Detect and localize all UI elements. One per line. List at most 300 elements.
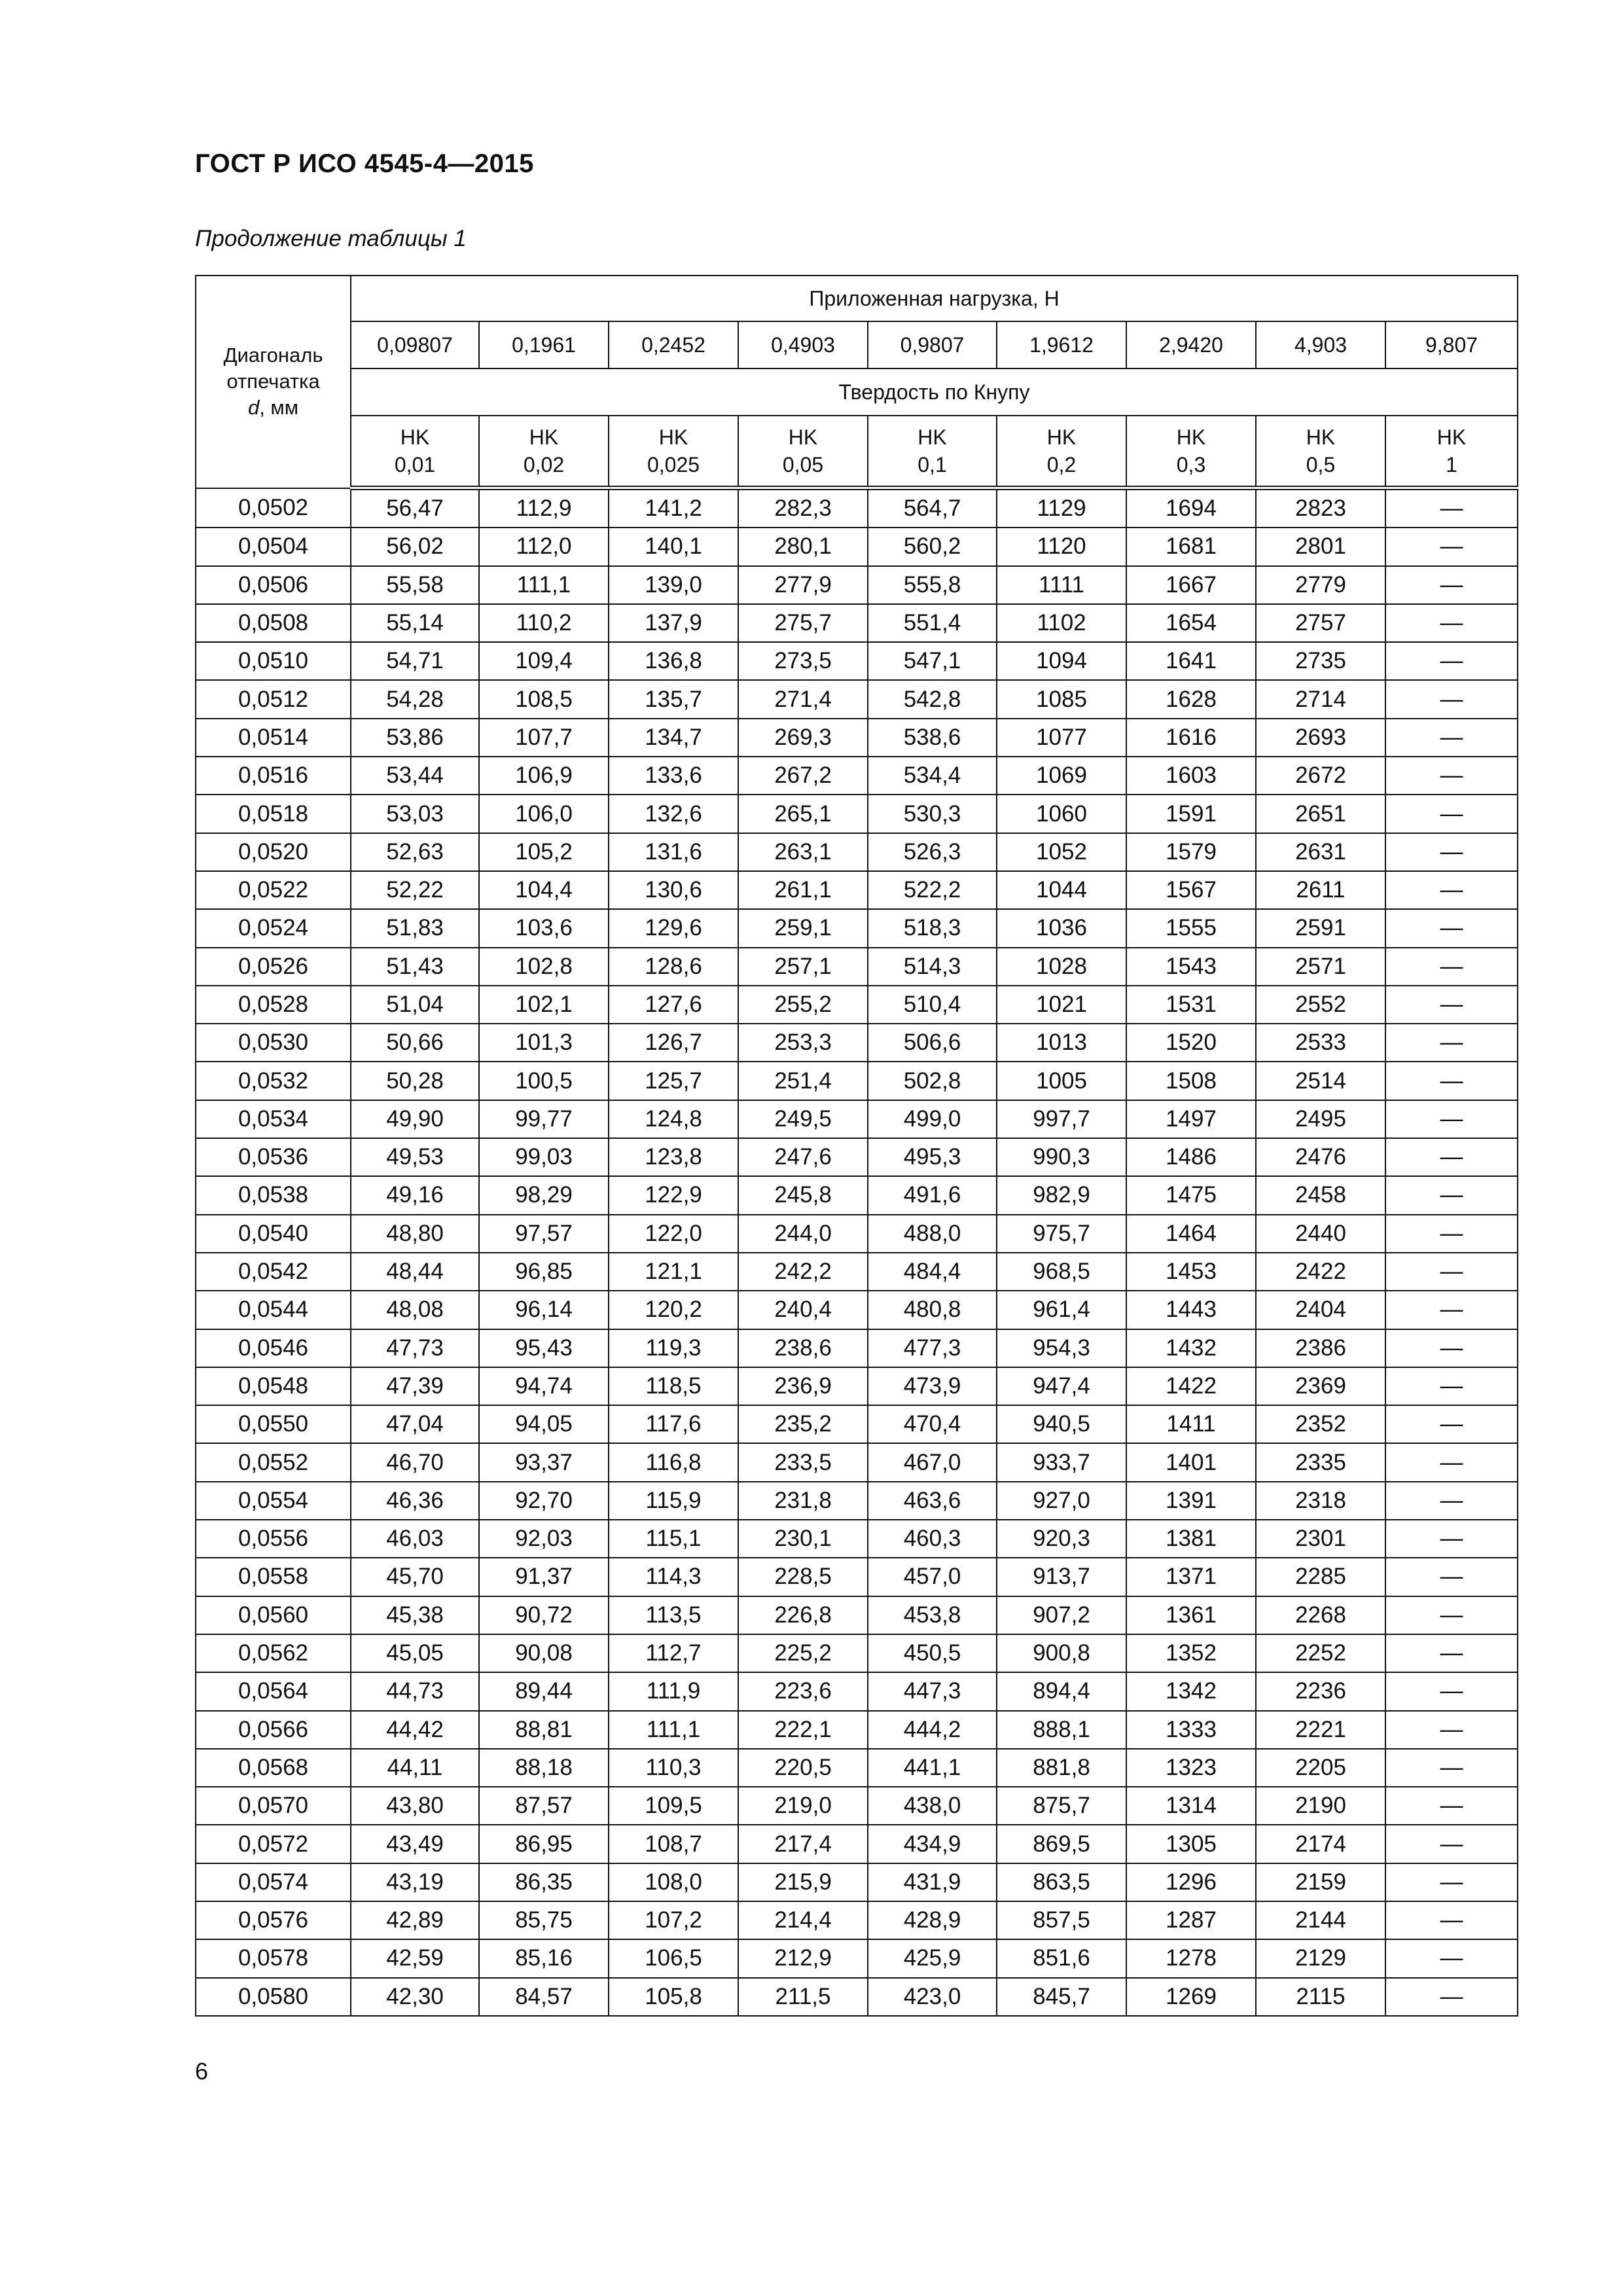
- table-row: [196, 1443, 1518, 1481]
- hardness-cell: 128,6: [609, 948, 738, 986]
- hardness-cell: 228,5: [738, 1558, 868, 1596]
- hardness-cell: 1475: [1126, 1176, 1256, 1214]
- hardness-cell: 51,83: [351, 909, 479, 947]
- hardness-cell: 45,05: [351, 1634, 479, 1672]
- hardness-cell: 122,0: [609, 1215, 738, 1253]
- diagonal-cell: 0,0556: [196, 1520, 351, 1558]
- diagonal-cell: 0,0532: [196, 1062, 351, 1100]
- hardness-cell: 1422: [1126, 1367, 1256, 1405]
- hardness-cell: 222,1: [738, 1711, 868, 1749]
- hardness-cell: 1060: [997, 795, 1126, 833]
- diagonal-cell: 0,0520: [196, 833, 351, 871]
- hardness-cell: 2672: [1256, 757, 1385, 795]
- diagonal-cell: 0,0558: [196, 1558, 351, 1596]
- hardness-cell: 126,7: [609, 1024, 738, 1062]
- hk-scale-value: 0,5: [1306, 453, 1336, 476]
- hardness-cell: 542,8: [868, 680, 997, 718]
- hardness-cell: 530,3: [868, 795, 997, 833]
- hardness-cell: 2757: [1256, 604, 1385, 642]
- table-row: [196, 1215, 1518, 1253]
- hardness-cell: 1323: [1126, 1749, 1256, 1787]
- hardness-cell: 110,3: [609, 1749, 738, 1787]
- hardness-cell: 48,44: [351, 1253, 479, 1291]
- hardness-cell: 1036: [997, 909, 1126, 947]
- hardness-cell: 460,3: [868, 1520, 997, 1558]
- hardness-cell: 1443: [1126, 1291, 1256, 1329]
- hardness-cell: 975,7: [997, 1215, 1126, 1253]
- hardness-cell: 1381: [1126, 1520, 1256, 1558]
- hardness-cell: 43,80: [351, 1787, 479, 1825]
- hardness-cell: 132,6: [609, 795, 738, 833]
- hardness-cell: 467,0: [868, 1443, 997, 1481]
- hardness-cell: —: [1385, 1176, 1518, 1214]
- hardness-cell: 431,9: [868, 1863, 997, 1901]
- hardness-cell: 263,1: [738, 833, 868, 871]
- hardness-cell: 51,43: [351, 948, 479, 986]
- table-row: [196, 795, 1518, 833]
- table-row: [196, 566, 1518, 604]
- hardness-cell: 1111: [997, 566, 1126, 604]
- hardness-cell: 894,4: [997, 1672, 1126, 1710]
- diagonal-cell: 0,0560: [196, 1596, 351, 1634]
- hardness-cell: 1094: [997, 642, 1126, 680]
- hardness-cell: 141,2: [609, 488, 738, 528]
- table-row: [196, 1405, 1518, 1443]
- hardness-cell: 491,6: [868, 1176, 997, 1214]
- hardness-cell: 423,0: [868, 1978, 997, 2016]
- diagonal-cell: 0,0524: [196, 909, 351, 947]
- hardness-cell: 90,08: [479, 1634, 609, 1672]
- hardness-cell: 441,1: [868, 1749, 997, 1787]
- hardness-cell: 488,0: [868, 1215, 997, 1253]
- hardness-cell: 1314: [1126, 1787, 1256, 1825]
- hardness-cell: 961,4: [997, 1291, 1126, 1329]
- table-row: [196, 1291, 1518, 1329]
- hardness-cell: 133,6: [609, 757, 738, 795]
- hardness-cell: 217,4: [738, 1825, 868, 1863]
- diagonal-cell: 0,0546: [196, 1329, 351, 1367]
- hardness-cell: 447,3: [868, 1672, 997, 1710]
- hardness-cell: 129,6: [609, 909, 738, 947]
- hardness-cell: 1531: [1126, 986, 1256, 1024]
- hardness-cell: 2369: [1256, 1367, 1385, 1405]
- hardness-cell: 564,7: [868, 488, 997, 528]
- hardness-cell: 2159: [1256, 1863, 1385, 1901]
- hardness-cell: 45,38: [351, 1596, 479, 1634]
- hardness-cell: 88,18: [479, 1749, 609, 1787]
- table-row: [196, 604, 1518, 642]
- hardness-cell: 2440: [1256, 1215, 1385, 1253]
- table-row: [196, 1024, 1518, 1062]
- hk-scale-cell: [1385, 416, 1518, 488]
- hardness-cell: 112,7: [609, 1634, 738, 1672]
- table-caption: Продолжение таблицы 1: [195, 226, 467, 251]
- diagonal-cell: 0,0548: [196, 1367, 351, 1405]
- hk-symbol: HK: [1306, 425, 1336, 449]
- table-row: [196, 1482, 1518, 1520]
- hardness-cell: 1654: [1126, 604, 1256, 642]
- knoop-hardness-table: [195, 275, 1518, 2017]
- hardness-cell: 87,57: [479, 1787, 609, 1825]
- applied-load-header: Приложенная нагрузка, Н: [351, 276, 1518, 321]
- table-row: [196, 1062, 1518, 1100]
- diagonal-cell: 0,0502: [196, 488, 351, 528]
- hardness-cell: 109,5: [609, 1787, 738, 1825]
- hk-scale-value: 1: [1446, 453, 1457, 476]
- hardness-cell: —: [1385, 1405, 1518, 1443]
- load-value-cell: 2,9420: [1126, 321, 1256, 368]
- hardness-cell: 220,5: [738, 1749, 868, 1787]
- diagonal-cell: 0,0552: [196, 1443, 351, 1481]
- hardness-cell: 470,4: [868, 1405, 997, 1443]
- hk-scale-cell: [351, 416, 479, 488]
- hardness-cell: 56,47: [351, 488, 479, 528]
- hardness-cell: 85,16: [479, 1939, 609, 1977]
- hardness-cell: 51,04: [351, 986, 479, 1024]
- hardness-cell: 123,8: [609, 1138, 738, 1176]
- hardness-cell: 1333: [1126, 1711, 1256, 1749]
- hardness-cell: 428,9: [868, 1901, 997, 1939]
- hardness-cell: 54,28: [351, 680, 479, 718]
- hk-scale-value: 0,05: [782, 453, 824, 476]
- hardness-cell: 933,7: [997, 1443, 1126, 1481]
- hardness-cell: 238,6: [738, 1329, 868, 1367]
- hardness-cell: 1508: [1126, 1062, 1256, 1100]
- hardness-cell: 271,4: [738, 680, 868, 718]
- hardness-cell: 230,1: [738, 1520, 868, 1558]
- hardness-cell: 1555: [1126, 909, 1256, 947]
- hardness-cell: 1013: [997, 1024, 1126, 1062]
- hardness-cell: 1411: [1126, 1405, 1256, 1443]
- diagonal-cell: 0,0522: [196, 871, 351, 909]
- hardness-cell: 47,73: [351, 1329, 479, 1367]
- hardness-cell: 84,57: [479, 1978, 609, 2016]
- diagonal-cell: 0,0512: [196, 680, 351, 718]
- hardness-cell: 1603: [1126, 757, 1256, 795]
- hardness-cell: 267,2: [738, 757, 868, 795]
- hardness-cell: 2190: [1256, 1787, 1385, 1825]
- hardness-cell: 107,2: [609, 1901, 738, 1939]
- table-row: [196, 1596, 1518, 1634]
- hardness-cell: 88,81: [479, 1711, 609, 1749]
- diagonal-cell: 0,0572: [196, 1825, 351, 1863]
- load-value-cell: 9,807: [1385, 321, 1518, 368]
- hardness-cell: 95,43: [479, 1329, 609, 1367]
- hardness-cell: 2714: [1256, 680, 1385, 718]
- hardness-cell: 114,3: [609, 1558, 738, 1596]
- hardness-cell: —: [1385, 1138, 1518, 1176]
- hardness-cell: 105,8: [609, 1978, 738, 2016]
- hardness-cell: 111,9: [609, 1672, 738, 1710]
- hardness-cell: —: [1385, 680, 1518, 718]
- hardness-cell: 98,29: [479, 1176, 609, 1214]
- hardness-cell: —: [1385, 1253, 1518, 1291]
- hardness-cell: —: [1385, 1749, 1518, 1787]
- hardness-cell: 1278: [1126, 1939, 1256, 1977]
- hardness-cell: 1120: [997, 528, 1126, 565]
- hardness-cell: 1641: [1126, 642, 1256, 680]
- hardness-cell: 555,8: [868, 566, 997, 604]
- hardness-cell: 954,3: [997, 1329, 1126, 1367]
- hk-scale-cell: [738, 416, 868, 488]
- diagonal-header-symbol: d: [247, 396, 260, 420]
- hardness-cell: 135,7: [609, 680, 738, 718]
- hk-symbol: HK: [1176, 425, 1206, 449]
- hardness-cell: 106,5: [609, 1939, 738, 1977]
- table-row: [196, 680, 1518, 718]
- diagonal-cell: 0,0574: [196, 1863, 351, 1901]
- hardness-cell: 2533: [1256, 1024, 1385, 1062]
- hardness-cell: 1269: [1126, 1978, 1256, 2016]
- hardness-cell: 106,9: [479, 757, 609, 795]
- hardness-cell: 510,4: [868, 986, 997, 1024]
- table-row: [196, 1634, 1518, 1672]
- hardness-cell: 110,2: [479, 604, 609, 642]
- hardness-cell: 927,0: [997, 1482, 1126, 1520]
- hardness-cell: 2236: [1256, 1672, 1385, 1710]
- hardness-cell: —: [1385, 1939, 1518, 1977]
- hk-scale-cell: [1256, 416, 1385, 488]
- hardness-cell: —: [1385, 1787, 1518, 1825]
- hardness-cell: —: [1385, 1672, 1518, 1710]
- diagonal-cell: 0,0564: [196, 1672, 351, 1710]
- hardness-cell: 94,74: [479, 1367, 609, 1405]
- hardness-cell: 244,0: [738, 1215, 868, 1253]
- hardness-cell: 107,7: [479, 719, 609, 757]
- table-header: [196, 276, 1518, 488]
- hardness-cell: 113,5: [609, 1596, 738, 1634]
- hardness-cell: 120,2: [609, 1291, 738, 1329]
- hardness-cell: 111,1: [609, 1711, 738, 1749]
- hardness-cell: 44,11: [351, 1749, 479, 1787]
- table-row: [196, 528, 1518, 565]
- hardness-cell: 2693: [1256, 719, 1385, 757]
- hardness-cell: 1694: [1126, 488, 1256, 528]
- diagonal-cell: 0,0544: [196, 1291, 351, 1329]
- diagonal-cell: 0,0580: [196, 1978, 351, 2016]
- hardness-cell: 450,5: [868, 1634, 997, 1672]
- hardness-cell: 2779: [1256, 566, 1385, 604]
- hardness-cell: 2352: [1256, 1405, 1385, 1443]
- table-row: [196, 1978, 1518, 2016]
- hardness-cell: 1129: [997, 488, 1126, 528]
- hk-scale-cell: [609, 416, 738, 488]
- hardness-cell: 215,9: [738, 1863, 868, 1901]
- hardness-cell: 54,71: [351, 642, 479, 680]
- hardness-cell: 2144: [1256, 1901, 1385, 1939]
- hk-scale-cell: [868, 416, 997, 488]
- hardness-cell: 1543: [1126, 948, 1256, 986]
- hardness-cell: 888,1: [997, 1711, 1126, 1749]
- hardness-cell: 518,3: [868, 909, 997, 947]
- hardness-cell: 1352: [1126, 1634, 1256, 1672]
- table-row: [196, 1901, 1518, 1939]
- hardness-cell: —: [1385, 871, 1518, 909]
- hardness-cell: 457,0: [868, 1558, 997, 1596]
- table-row: [196, 1100, 1518, 1138]
- hardness-cell: —: [1385, 1443, 1518, 1481]
- hardness-cell: 53,44: [351, 757, 479, 795]
- table-row: [196, 948, 1518, 986]
- diagonal-cell: 0,0566: [196, 1711, 351, 1749]
- hardness-cell: 438,0: [868, 1787, 997, 1825]
- hardness-cell: 2318: [1256, 1482, 1385, 1520]
- hardness-cell: 534,4: [868, 757, 997, 795]
- hardness-cell: 122,9: [609, 1176, 738, 1214]
- hardness-cell: 881,8: [997, 1749, 1126, 1787]
- hardness-cell: 52,22: [351, 871, 479, 909]
- hardness-cell: 1464: [1126, 1215, 1256, 1253]
- diagonal-cell: 0,0504: [196, 528, 351, 565]
- table-row: [196, 1749, 1518, 1787]
- hardness-cell: 137,9: [609, 604, 738, 642]
- table-row: [196, 719, 1518, 757]
- hardness-cell: 277,9: [738, 566, 868, 604]
- hardness-cell: —: [1385, 1863, 1518, 1901]
- hardness-cell: 857,5: [997, 1901, 1126, 1939]
- hardness-cell: —: [1385, 1062, 1518, 1100]
- page-number: 6: [195, 2058, 209, 2085]
- hardness-cell: 920,3: [997, 1520, 1126, 1558]
- hardness-cell: 115,9: [609, 1482, 738, 1520]
- hardness-cell: 42,89: [351, 1901, 479, 1939]
- hardness-cell: 90,72: [479, 1596, 609, 1634]
- hardness-cell: 231,8: [738, 1482, 868, 1520]
- hardness-cell: 43,49: [351, 1825, 479, 1863]
- hardness-cell: 111,1: [479, 566, 609, 604]
- hardness-cell: 121,1: [609, 1253, 738, 1291]
- hardness-cell: 453,8: [868, 1596, 997, 1634]
- hardness-cell: 982,9: [997, 1176, 1126, 1214]
- hardness-cell: 2476: [1256, 1138, 1385, 1176]
- hardness-cell: 47,04: [351, 1405, 479, 1443]
- hardness-cell: 869,5: [997, 1825, 1126, 1863]
- document-code: ГОСТ Р ИСО 4545-4—2015: [195, 149, 534, 178]
- table-row: [196, 1939, 1518, 1977]
- hardness-cell: 226,8: [738, 1596, 868, 1634]
- hardness-cell: 48,08: [351, 1291, 479, 1329]
- hardness-cell: 53,86: [351, 719, 479, 757]
- hardness-cell: 269,3: [738, 719, 868, 757]
- table-row: [196, 1558, 1518, 1596]
- hardness-cell: 2422: [1256, 1253, 1385, 1291]
- hardness-cell: 2252: [1256, 1634, 1385, 1672]
- hardness-cell: 1305: [1126, 1825, 1256, 1863]
- hardness-cell: 44,73: [351, 1672, 479, 1710]
- table-row: [196, 1176, 1518, 1214]
- hk-scale-cell: [479, 416, 609, 488]
- hardness-cell: 116,8: [609, 1443, 738, 1481]
- hardness-cell: —: [1385, 1558, 1518, 1596]
- hardness-cell: 514,3: [868, 948, 997, 986]
- hk-symbol: HK: [788, 425, 818, 449]
- hardness-cell: 104,4: [479, 871, 609, 909]
- hardness-cell: —: [1385, 986, 1518, 1024]
- hardness-cell: 1486: [1126, 1138, 1256, 1176]
- hardness-cell: 46,70: [351, 1443, 479, 1481]
- hardness-cell: 997,7: [997, 1100, 1126, 1138]
- hardness-cell: 247,6: [738, 1138, 868, 1176]
- table-row: [196, 1138, 1518, 1176]
- table-row: [196, 757, 1518, 795]
- table-row: [196, 909, 1518, 947]
- hardness-cell: 1052: [997, 833, 1126, 871]
- hardness-cell: 2301: [1256, 1520, 1385, 1558]
- diagonal-cell: 0,0576: [196, 1901, 351, 1939]
- hardness-cell: 2495: [1256, 1100, 1385, 1138]
- table-row: [196, 488, 1518, 528]
- hardness-cell: —: [1385, 795, 1518, 833]
- hardness-cell: —: [1385, 642, 1518, 680]
- hardness-cell: 2514: [1256, 1062, 1385, 1100]
- hardness-cell: 249,5: [738, 1100, 868, 1138]
- hardness-cell: 50,66: [351, 1024, 479, 1062]
- hardness-cell: 139,0: [609, 566, 738, 604]
- hardness-cell: 106,0: [479, 795, 609, 833]
- hardness-cell: 112,0: [479, 528, 609, 565]
- table-row: [196, 1520, 1518, 1558]
- hardness-cell: 547,1: [868, 642, 997, 680]
- hardness-cell: 108,7: [609, 1825, 738, 1863]
- hardness-cell: 1028: [997, 948, 1126, 986]
- hardness-cell: 1591: [1126, 795, 1256, 833]
- hardness-cell: —: [1385, 948, 1518, 986]
- hardness-cell: 96,14: [479, 1291, 609, 1329]
- hardness-cell: 255,2: [738, 986, 868, 1024]
- hardness-cell: 93,37: [479, 1443, 609, 1481]
- hardness-cell: 526,3: [868, 833, 997, 871]
- load-values-row: [196, 321, 1518, 368]
- hardness-cell: 140,1: [609, 528, 738, 565]
- hk-scale-value: 0,3: [1176, 453, 1206, 476]
- hardness-cell: 257,1: [738, 948, 868, 986]
- load-value-cell: 0,09807: [351, 321, 479, 368]
- hardness-cell: 43,19: [351, 1863, 479, 1901]
- hardness-cell: 538,6: [868, 719, 997, 757]
- hardness-cell: 1391: [1126, 1482, 1256, 1520]
- hk-scale-value: 0,025: [647, 453, 700, 476]
- hardness-cell: 1497: [1126, 1100, 1256, 1138]
- hardness-cell: 1371: [1126, 1558, 1256, 1596]
- hardness-cell: 117,6: [609, 1405, 738, 1443]
- hardness-cell: —: [1385, 1329, 1518, 1367]
- hardness-cell: —: [1385, 1978, 1518, 2016]
- hardness-cell: 225,2: [738, 1634, 868, 1672]
- hardness-cell: 102,8: [479, 948, 609, 986]
- hardness-cell: 45,70: [351, 1558, 479, 1596]
- hardness-cell: 211,5: [738, 1978, 868, 2016]
- hk-symbol: HK: [658, 425, 688, 449]
- hardness-cell: 127,6: [609, 986, 738, 1024]
- diagonal-cell: 0,0508: [196, 604, 351, 642]
- hardness-cell: 91,37: [479, 1558, 609, 1596]
- hardness-cell: 2458: [1256, 1176, 1385, 1214]
- hardness-cell: 2129: [1256, 1939, 1385, 1977]
- load-value-cell: 0,2452: [609, 321, 738, 368]
- hardness-cell: 1021: [997, 986, 1126, 1024]
- hardness-cell: 875,7: [997, 1787, 1126, 1825]
- hardness-cell: 233,5: [738, 1443, 868, 1481]
- hardness-cell: 55,58: [351, 566, 479, 604]
- hardness-cell: 2268: [1256, 1596, 1385, 1634]
- hardness-cell: 425,9: [868, 1939, 997, 1977]
- hardness-cell: 477,3: [868, 1329, 997, 1367]
- hardness-cell: 265,1: [738, 795, 868, 833]
- hardness-cell: —: [1385, 1634, 1518, 1672]
- hardness-cell: 119,3: [609, 1329, 738, 1367]
- hardness-cell: 2631: [1256, 833, 1385, 871]
- hardness-cell: —: [1385, 1291, 1518, 1329]
